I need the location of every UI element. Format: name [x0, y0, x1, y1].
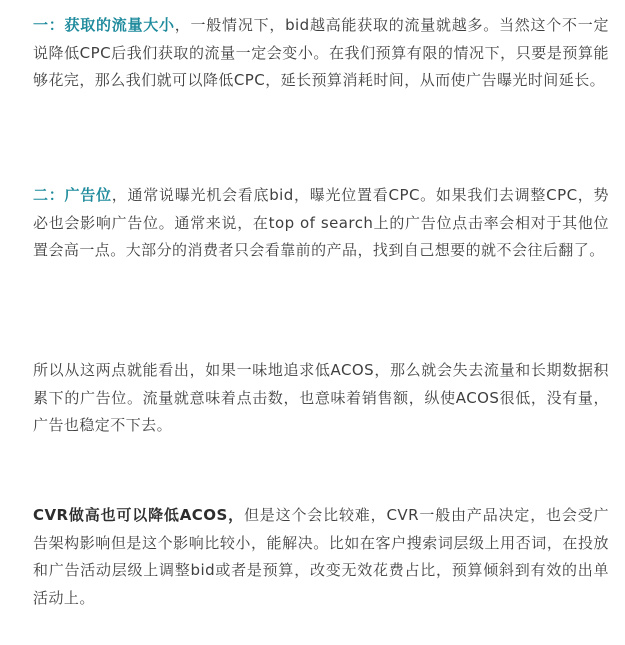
paragraph-cvr: [33, 502, 609, 612]
paragraph-lead-traffic-volume: 一：获取的流量大小: [33, 16, 175, 34]
paragraph-lead-ad-position: 二：广告位: [33, 186, 112, 204]
paragraph-body-ad-position: ，通常说曝光机会看底bid，曝光位置看CPC。如果我们去调整CPC，势必也会影响广告位。通常来说，在top of search上的广告位点击率会相对于其他位置会高一点。大部分的消费者只会看靠前的产品，找到自己想要的就不会往后翻了。: [33, 186, 609, 259]
paragraph-traffic-volume: [33, 12, 609, 95]
paragraph-body-cvr: 但是这个会比较难，CVR一般由产品决定，也会受广告架构影响但是这个影响比较小，能解决。比如在客户搜索词层级上用否词，在投放和广告活动层级上调整bid或者是预算，改变无效花费占比，预算倾斜到有效的出单活动上。: [33, 506, 609, 607]
paragraph-acos-conclusion: [33, 357, 609, 440]
paragraph-lead-cvr: CVR做高也可以降低ACOS，: [33, 506, 244, 524]
paragraph-body-acos-conclusion: 所以从这两点就能看出，如果一味地追求低ACOS，那么就会失去流量和长期数据积累下的广告位。流量就意味着点击数，也意味着销售额，纵使ACOS很低，没有量，广告也稳定不下去。: [33, 361, 609, 434]
paragraph-body-traffic-volume: ，一般情况下，bid越高能获取的流量就越多。当然这个不一定说降低CPC后我们获取的流量一定会变小。在我们预算有限的情况下，只要是预算能够花完，那么我们就可以降低CPC，延长预算消耗时间，从而使广告曝光时间延长。: [33, 16, 609, 89]
paragraph-ad-position: [33, 182, 609, 265]
